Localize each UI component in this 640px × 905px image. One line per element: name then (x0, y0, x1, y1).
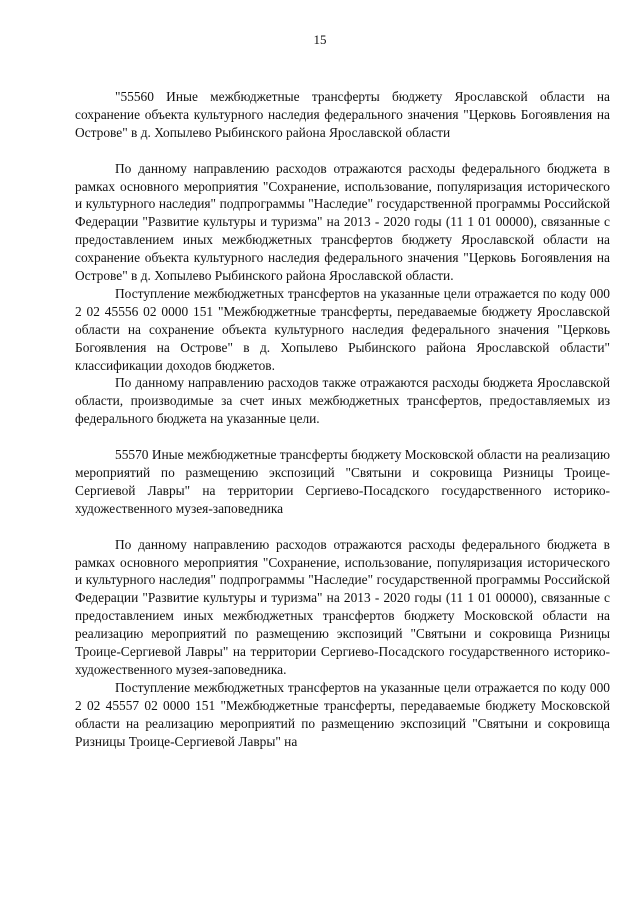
document-body (75, 88, 610, 750)
section-heading-55560: "55560 Иные межбюджетные трансферты бюджету Ярославской области на сохранение объекта культурного наследия федерального значения "Церковь Богоявления на Острове" в д. Хопылево Рыбинского района Ярославской области (75, 89, 610, 140)
body-paragraph: Поступление межбюджетных трансфертов на указанные цели отражается по коду 000 2 02 45557 02 0000 151 "Межбюджетные трансферты, передаваемые бюджету Московской области на реализацию мероприятий по размещению экспозиций "Святыни и сокровища Ризницы Троице-Сергиевой Лавры" на (75, 679, 610, 749)
section-heading-55570: 55570 Иные межбюджетные трансферты бюджету Московской области на реализацию мероприятий по размещению экспозиций "Святыни и сокровища Ризницы Троице-Сергиевой Лавры" на территории Сергиево-Посадского государственного историко-художественного музея-заповедника (75, 447, 610, 516)
page-number: 15 (313, 32, 327, 47)
body-paragraph: По данному направлению расходов также отражаются расходы бюджета Ярославской области, производимые за счет иных межбюджетных трансфертов, предоставляемых из федерального бюджета на указанные цели. (75, 375, 610, 427)
body-paragraph: По данному направлению расходов отражаются расходы федерального бюджета в рамках основного мероприятия "Сохранение, использование, популяризация исторического и культурного наследия" подпрограммы "Наследие" государственной программы Российской Федерации "Развитие культуры и туризма" на 2013 - 2020 годы (11 1 01 00000), связанные с предоставлением иных межбюджетных трансфертов бюджету Московской области на реализацию мероприятий по размещению экспозиций "Святыни и сокровища Ризницы Троице-Сергиевой Лавры" на территории Сергиево-Посадского государственного историко-художественного музея-заповедника. (75, 536, 610, 677)
body-paragraph: По данному направлению расходов отражаются расходы федерального бюджета в рамках основного мероприятия "Сохранение, использование, популяризация исторического и культурного наследия" подпрограммы "Наследие" государственной программы Российской Федерации "Развитие культуры и туризма" на 2013 - 2020 годы (11 1 01 00000), связанные с предоставлением иных межбюджетных трансфертов бюджету Ярославской области на сохранение объекта культурного наследия федерального значения "Церковь Богоявления на Острове" в д. Хопылево Рыбинского района Ярославской области. (75, 160, 610, 284)
body-paragraph: Поступление межбюджетных трансфертов на указанные цели отражается по коду 000 2 02 45556 02 0000 151 "Межбюджетные трансферты, передаваемые бюджету Ярославской области на сохранение объекта культурного наследия федерального значения "Церковь Богоявления на Острове" в д. Хопылево Рыбинского района Ярославской области" классификации доходов бюджетов. (75, 285, 610, 373)
